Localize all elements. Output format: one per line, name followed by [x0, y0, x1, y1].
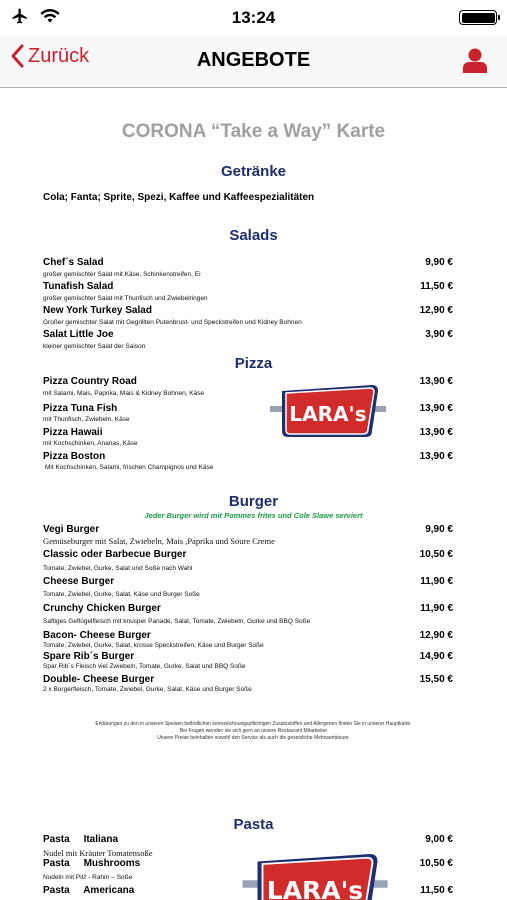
menu-item-desc: Saftiges Geflügelfleisch mit knusper Panade, Salat, Tomate, Zwiebeln, Gurke und BBQ Soße: [43, 618, 311, 625]
burger-note: Jeder Burger wird mit Pommes frites und Cole Slawe serviert: [144, 511, 363, 520]
section-heading-burger: Burger: [228, 493, 279, 510]
menu-item-price: 10,50 €: [419, 549, 453, 560]
menu-item-price: 9,90 €: [425, 524, 453, 535]
menu-item-name: Pasta Italiana: [43, 834, 119, 845]
menu-item-name: Vegi Burger: [43, 524, 100, 535]
menu-item-name: Double- Cheese Burger: [43, 674, 155, 685]
section-heading-pasta: Pasta: [233, 816, 274, 833]
menu-item-name: Pizza Hawaii: [43, 427, 103, 438]
menu-item-name: Classic oder Barbecue Burger: [43, 549, 187, 560]
battery-icon: [459, 10, 497, 25]
menu-item-desc: Tomate, Zwiebel, Gurke, Salat, Käse und Burger Soße: [43, 591, 200, 598]
section-heading-pizza: Pizza: [234, 355, 273, 372]
menu-item-desc: kleiner gemischter Salat der Saison: [43, 343, 146, 350]
navigation-bar: [0, 36, 507, 88]
menu-item-desc: Tomate, Zwiebel, Gurke, Salat, krosse Speckstreifen, Käse und Burger Soße: [43, 642, 264, 649]
menu-item-name: Pizza Country Road: [43, 376, 137, 387]
menu-item-price: 15,50 €: [419, 674, 453, 685]
back-label: Zurück: [28, 44, 90, 67]
menu-item-price: 10,50 €: [419, 858, 453, 869]
menu-item-price: 11,90 €: [420, 576, 453, 587]
page-title: ANGEBOTE: [196, 49, 311, 71]
menu-item-name: Pizza Boston: [43, 451, 106, 462]
menu-item-price: 12,90 €: [419, 305, 453, 316]
logo-text: LARA's: [266, 876, 364, 900]
menu-item-name: Tunafish Salad: [43, 281, 114, 292]
menu-item-name: New York Turkey Salad: [43, 305, 152, 316]
menu-item-name: Pasta Americana: [43, 885, 135, 896]
footnote-line-2: Bei Fragen wenden sie sich gern an unsere Restaurant Mitarbeiter: [179, 728, 328, 734]
menu-item-price: 3,90 €: [425, 329, 453, 340]
menu-item-price: 11,90 €: [420, 603, 453, 614]
menu-title: CORONA “Take a Way” Karte: [121, 121, 386, 142]
getraenke-text: Cola; Fanta; Sprite, Spezi, Kaffee und Kaffeespezialitäten: [43, 192, 315, 203]
menu-item-desc: Nudel mit Kräuter Tomatensoße: [43, 848, 153, 858]
menu-item-price: 13,90 €: [419, 427, 453, 438]
menu-item-price: 13,90 €: [419, 403, 453, 414]
status-bar: [0, 0, 507, 36]
menu-item-price: 13,90 €: [419, 451, 453, 462]
logo-text: LARA's: [289, 402, 367, 426]
menu-item-name: Spare Rib´s Burger: [43, 651, 135, 662]
menu-item-desc: Nudeln mit Pilz - Rahm – Soße: [43, 874, 133, 881]
menu-item-desc: mit Thunfisch, Zwiebeln, Käse: [43, 416, 130, 423]
menu-item-desc: 2 x Burgerfleisch, Tomate, Zwiebel, Gurke, Salat, Käse und Burger Soße: [43, 686, 252, 693]
menu-item-desc: großer gemischter Salat mit Käse, Schinkenstreifen, Ei: [43, 271, 201, 278]
menu-item-desc: mit Kochschinken, Ananas, Käse: [43, 440, 138, 447]
footnote-line-3: Unsere Preise beinhalten sowohl den Service als auch die gesetzliche Mehrwertsteuer.: [157, 735, 350, 741]
menu-item-name: Pasta Mushrooms: [43, 858, 141, 869]
laras-logo: [268, 381, 388, 441]
menu-item-desc: Tomate, Zwiebel, Gurke, Salat und Soße nach Wahl: [43, 565, 193, 572]
status-time: 13:24: [231, 8, 276, 27]
menu-item-name: Chef´s Salad: [43, 257, 104, 268]
menu-item-desc: großer gemischter Salat mit Thunfisch und Zwiebelringen: [43, 295, 208, 302]
user-button[interactable]: [463, 47, 487, 78]
menu-document[interactable]: [0, 89, 507, 900]
user-icon: [463, 47, 487, 73]
menu-item-price: 13,90 €: [419, 376, 453, 387]
menu-item-price: 9,90 €: [425, 257, 453, 268]
footnote-line-1: Erklärungen zu den in unseren Speisen befindlichen kennzeichnungspflichtigen Zusatzstoffen und Allergenen finden Sie in unserer Hauptkarte.: [95, 721, 412, 727]
menu-item-name: Bacon- Cheese Burger: [43, 630, 151, 641]
menu-item-desc: mit Salami, Mais, Paprika, Mais & Kidney Bohnen, Käse: [43, 390, 205, 397]
menu-item-desc: Spar Rib´s Fleisch viel Zwiebeln, Tomate, Gurke, Salat und BBQ Soße: [43, 663, 246, 670]
menu-item-price: 11,50 €: [420, 281, 453, 292]
menu-item-price: 9,00 €: [425, 834, 453, 845]
section-heading-salads: Salads: [229, 227, 278, 244]
menu-item-price: 11,50 €: [420, 885, 453, 896]
menu-item-name: Cheese Burger: [43, 576, 115, 587]
menu-item-desc: Großer gemischter Salat mit Gegrillten Putenbrust- und Speckstreifen und Kidney Bohnen: [43, 319, 302, 326]
menu-item-desc: Mit Kochschinken, Salami, frischen Champignos und Käse: [45, 464, 214, 471]
menu-item-name: Pizza Tuna Fish: [43, 403, 118, 414]
laras-logo: [240, 849, 390, 900]
menu-item-desc: Gemüseburger mit Salat, Zwiebeln, Mais ,Paprika und Soure Creme: [43, 536, 275, 546]
section-heading-getraenke: Getränke: [220, 163, 287, 180]
menu-item-price: 12,90 €: [419, 630, 453, 641]
menu-item-name: Salat Little Joe: [43, 329, 114, 340]
menu-item-price: 14,90 €: [419, 651, 453, 662]
menu-item-name: Crunchy Chicken Burger: [43, 603, 161, 614]
